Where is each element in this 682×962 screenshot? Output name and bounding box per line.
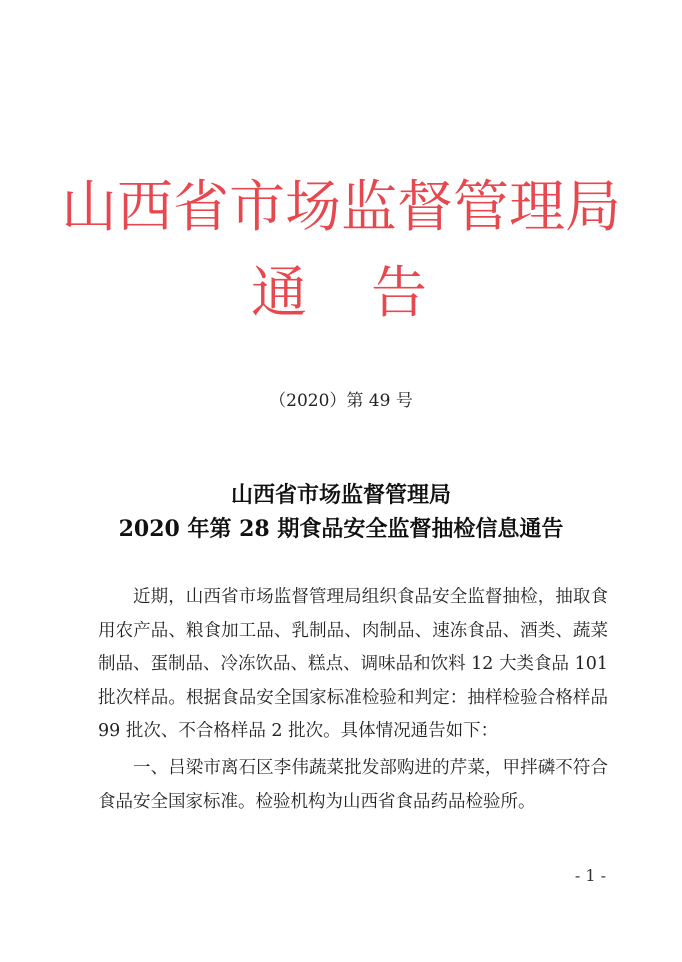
document-number: （2020）第 49 号 — [269, 391, 413, 411]
paragraph-text: 一、吕梁市离石区李伟蔬菜批发部购进的芹菜，甲拌磷不符合食品安全国家标准。检验机构为山西省食品药品检验所。 — [98, 758, 608, 812]
paragraph-text: 近期，山西省市场监督管理局组织食品安全监督抽检，抽取食用农产品、粮食加工品、乳制品、肉制品、速冻食品、酒类、蔬菜制品、蛋制品、冷冻饮品、糕点、调味品和饮料 12 大类食品 101 批次样品。根据食品安全国家标准检验和判定：抽样检验合格样品 99 批次、不合格样品 2 批次。具体情况通告如下： — [98, 587, 608, 741]
notice-title-line-1: 山西省市场监督管理局 — [230, 482, 451, 508]
page-number: - 1 - — [574, 866, 606, 885]
body-paragraph-2 — [98, 752, 608, 819]
issuer-header: 山西省市场监督管理局 — [61, 175, 621, 240]
body-paragraph-1 — [98, 581, 608, 749]
notice-title-line-2: 2020 年第 28 期食品安全监督抽检信息通告 — [118, 516, 564, 542]
document-type-header: 通 告 — [251, 261, 431, 326]
